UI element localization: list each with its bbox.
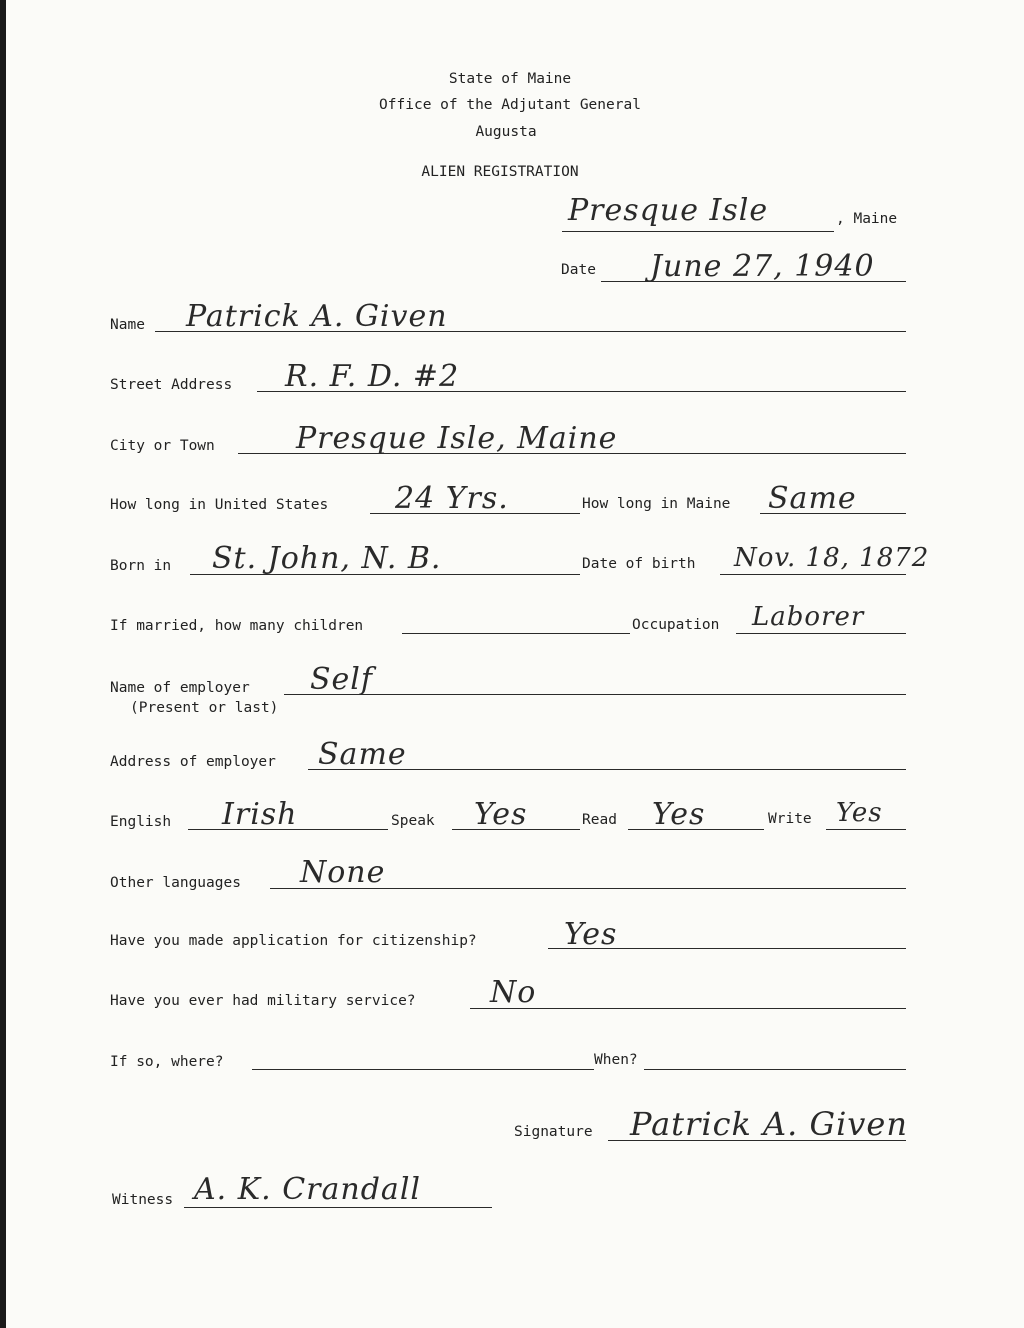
form-title: ALIEN REGISTRATION bbox=[421, 164, 579, 180]
children-line bbox=[402, 633, 630, 634]
employer-label: Name of employer bbox=[110, 680, 250, 696]
children-label: If married, how many children bbox=[110, 618, 364, 634]
date-label: Date bbox=[561, 262, 596, 278]
citizenship-line bbox=[548, 948, 906, 949]
born-in-line bbox=[190, 574, 580, 575]
street-line bbox=[257, 391, 906, 392]
date-line bbox=[601, 281, 906, 282]
military-label: Have you ever had military service? bbox=[110, 993, 416, 1009]
signature-label: Signature bbox=[514, 1124, 593, 1140]
write-line bbox=[826, 829, 906, 830]
speak-value: Yes bbox=[474, 797, 528, 832]
where-label: If so, where? bbox=[110, 1054, 224, 1070]
speak-line bbox=[452, 829, 580, 830]
military-line bbox=[470, 1008, 906, 1009]
witness-value: A. K. Crandall bbox=[194, 1172, 422, 1207]
dob-line bbox=[720, 574, 906, 575]
other-languages-line bbox=[270, 888, 906, 889]
employer-sublabel: (Present or last) bbox=[130, 700, 279, 716]
born-in-value: St. John, N. B. bbox=[212, 541, 442, 576]
citizenship-label: Have you made application for citizenship? bbox=[110, 933, 477, 949]
dob-value: Nov. 18, 1872 bbox=[734, 543, 930, 573]
city-line bbox=[238, 453, 906, 454]
occupation-line bbox=[736, 633, 906, 634]
scan-edge bbox=[0, 0, 6, 1328]
years-us-label: How long in United States bbox=[110, 497, 329, 513]
military-value: No bbox=[490, 975, 537, 1010]
where-line bbox=[252, 1069, 594, 1070]
occupation-label: Occupation bbox=[632, 617, 720, 633]
dob-label: Date of birth bbox=[582, 556, 696, 572]
years-maine-value: Same bbox=[768, 481, 857, 516]
read-label: Read bbox=[582, 812, 617, 828]
occupation-value: Laborer bbox=[752, 602, 865, 632]
speak-label: Speak bbox=[391, 813, 435, 829]
english-value: Irish bbox=[222, 797, 298, 832]
english-label: English bbox=[110, 814, 172, 830]
employer-line bbox=[284, 694, 906, 695]
name-line bbox=[155, 331, 906, 332]
employer-address-line bbox=[308, 769, 906, 770]
date-value: June 27, 1940 bbox=[650, 249, 875, 284]
signature-value: Patrick A. Given bbox=[630, 1105, 908, 1143]
when-line bbox=[644, 1069, 906, 1070]
english-line bbox=[188, 829, 388, 830]
name-value: Patrick A. Given bbox=[186, 299, 448, 334]
street-label: Street Address bbox=[110, 377, 233, 393]
city-value: Presque Isle, Maine bbox=[296, 421, 618, 456]
born-in-label: Born in bbox=[110, 558, 172, 574]
header-city: Augusta bbox=[475, 124, 537, 140]
name-label: Name bbox=[110, 317, 145, 333]
years-maine-line bbox=[760, 513, 906, 514]
street-value: R. F. D. #2 bbox=[285, 359, 460, 394]
witness-label: Witness bbox=[112, 1192, 174, 1208]
signature-line bbox=[608, 1140, 906, 1141]
place-state-suffix: , Maine bbox=[836, 211, 898, 227]
read-value: Yes bbox=[652, 797, 706, 832]
place-town-value: Presque Isle bbox=[568, 193, 769, 228]
employer-value: Self bbox=[310, 662, 374, 697]
employer-address-label: Address of employer bbox=[110, 754, 276, 770]
place-line bbox=[562, 231, 834, 232]
years-maine-label: How long in Maine bbox=[582, 496, 731, 512]
write-label: Write bbox=[768, 811, 812, 827]
read-line bbox=[628, 829, 764, 830]
write-value: Yes bbox=[836, 798, 883, 828]
years-us-value: 24 Yrs. bbox=[395, 481, 509, 516]
header-state: State of Maine bbox=[448, 71, 572, 87]
other-languages-value: None bbox=[300, 855, 386, 890]
city-label: City or Town bbox=[110, 438, 215, 454]
header-office: Office of the Adjutant General bbox=[379, 97, 641, 113]
when-label: When? bbox=[594, 1052, 638, 1068]
witness-line bbox=[184, 1207, 492, 1208]
other-languages-label: Other languages bbox=[110, 875, 241, 891]
years-us-line bbox=[370, 513, 580, 514]
citizenship-value: Yes bbox=[564, 917, 618, 952]
employer-address-value: Same bbox=[318, 737, 407, 772]
